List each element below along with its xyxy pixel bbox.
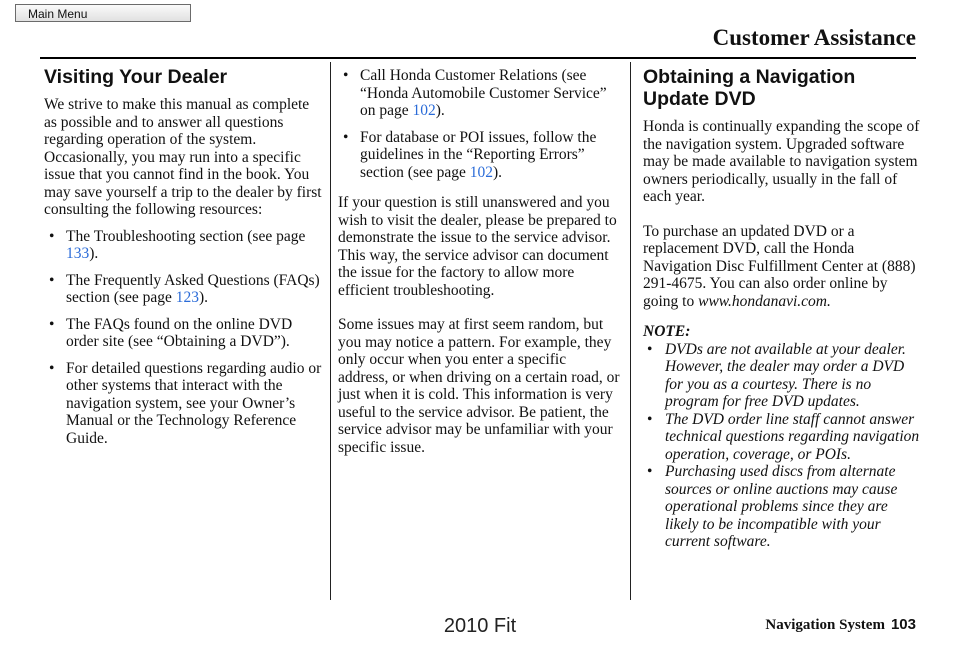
- section-heading-visiting-dealer: Visiting Your Dealer: [44, 66, 228, 88]
- list-item: • The FAQs found on the online DVD order site (see “Obtaining a DVD”).: [44, 316, 324, 351]
- page-link-102[interactable]: 102: [469, 163, 493, 181]
- column-visiting-dealer: [44, 66, 324, 447]
- page-title: Customer Assistance: [712, 25, 916, 50]
- note-label: NOTE:: [643, 323, 691, 340]
- header-divider: [40, 57, 916, 59]
- list-item-text: The Troubleshooting section (see page: [66, 227, 306, 245]
- list-item-text: The Frequently Asked Questions (FAQs) section (see page: [66, 271, 320, 306]
- page-link-133[interactable]: 133: [66, 245, 90, 262]
- contact-list: [338, 67, 620, 181]
- list-item: • For detailed questions regarding audio or other systems that interact with the navigation system, see your Owner’s Manual or the Technology Reference Guide.: [44, 360, 324, 448]
- watermark-text: 2010 Fit: [443, 615, 517, 637]
- column-divider-2: [630, 62, 631, 600]
- list-item-text: ).: [199, 289, 209, 306]
- column-dealer-continued: [338, 61, 620, 456]
- list-item-text: ).: [89, 245, 99, 262]
- list-item-text: ).: [493, 163, 503, 181]
- list-item-text: For database or POI issues, follow the guidelines in the “Reporting Errors” section (see page: [360, 128, 597, 181]
- website-url: www.hondanavi.com.: [698, 292, 831, 310]
- column-divider-1: [330, 62, 331, 600]
- intro-paragraph: We strive to make this manual as complete as possible and to answer all questions regarding operation of the system. Occasionally, you may run into a specific issue that you cannot find in the book. You may save yourself a trip to the dealer by first consulting the following resources:: [44, 96, 322, 218]
- list-item: [338, 129, 620, 182]
- list-item-text: Call Honda Customer Relations (see “Honda Automobile Customer Service” on page: [360, 67, 607, 119]
- list-item-text: ).: [435, 102, 445, 119]
- list-item: • Purchasing used discs from alternate sources or online auctions may cause operational problems since they are likely to be incompatible with your current software.: [643, 463, 923, 551]
- resource-list: [44, 228, 324, 448]
- paragraph: If your question is still unanswered and you wish to visit the dealer, please be prepared to demonstrate the issue to the service advisor. This way, the service advisor can document the issue for the factory to allow more efficient troubleshooting.: [338, 194, 617, 299]
- page-link-102[interactable]: 102: [412, 102, 436, 119]
- page-link-123[interactable]: 123: [175, 289, 199, 306]
- list-item: [338, 67, 620, 120]
- section-heading-update-dvd: Obtaining a Navigation Update DVD: [643, 66, 856, 110]
- note-list: [643, 341, 923, 551]
- page-number: 103: [890, 616, 916, 633]
- paragraph: [643, 223, 923, 311]
- paragraph: Honda is continually expanding the scope of the navigation system. Upgraded software may be made available to navigation system owners periodically, usually in the fall of each year.: [643, 118, 920, 205]
- main-menu-button[interactable]: Main Menu: [15, 4, 191, 22]
- list-item: • The DVD order line staff cannot answer technical questions regarding navigation operation, coverage, or POIs.: [643, 411, 923, 464]
- list-item: [44, 228, 324, 263]
- list-item: [44, 272, 324, 307]
- column-update-dvd: [643, 66, 923, 551]
- footer-section-title: Navigation System: [765, 617, 885, 633]
- list-item: • DVDs are not available at your dealer. However, the dealer may order a DVD for you as a courtesy. There is no program for free DVD updates.: [643, 341, 923, 411]
- paragraph: Some issues may at first seem random, but you may notice a pattern. For example, they only occur when you enter a specific address, or when driving on a certain road, or just when it is cold. This information is very useful to the service advisor. Be patient, the service advisor may be unfamiliar with your specific issue.: [338, 316, 620, 456]
- paragraph-text: To purchase an updated DVD or a replacement DVD, call the Honda Navigation Disc Fulfillment Center at (888) 291-4675. You can also order online by going to: [643, 222, 916, 310]
